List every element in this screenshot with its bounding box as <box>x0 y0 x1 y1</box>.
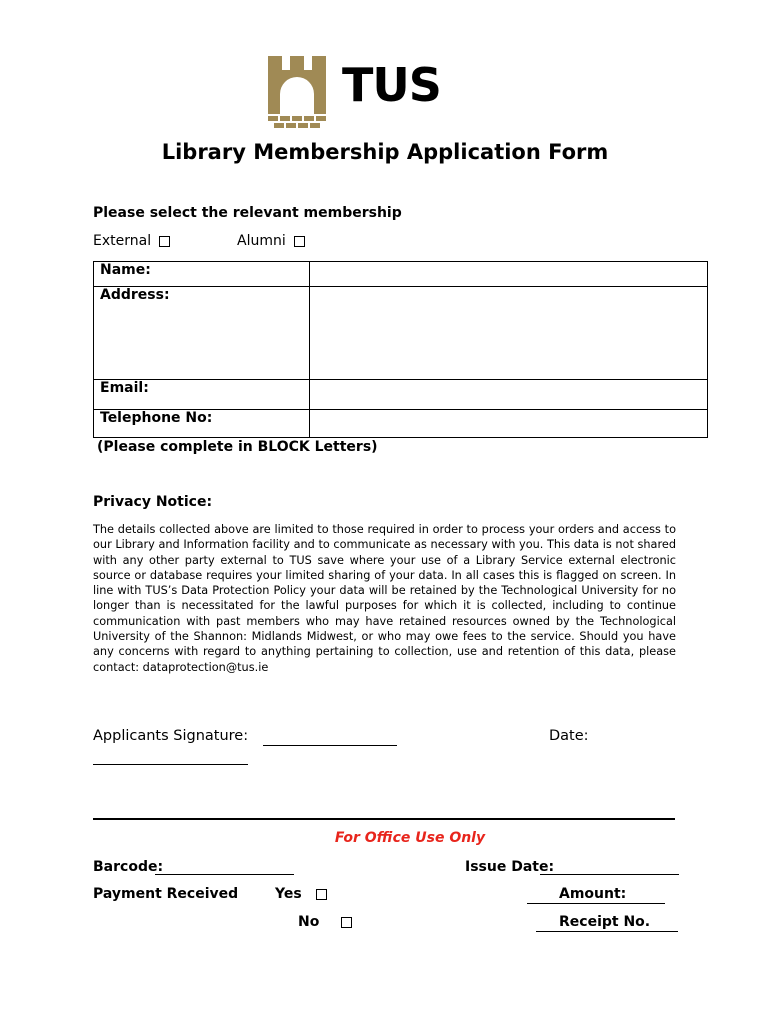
issue-date-line[interactable] <box>540 874 679 875</box>
office-divider <box>93 818 675 820</box>
no-checkbox[interactable] <box>341 917 352 928</box>
amount-line[interactable] <box>527 903 665 904</box>
date-line[interactable] <box>93 764 248 765</box>
privacy-notice-text: The details collected above are limited to those required in order to process your orders and access to our Library and Information facility and to communicate as necessary with you. This data is not shared with any other party external to TUS save where your use of a Library Service external electronic source or database requires your limited sharing of your data. In all cases this is flagged on screen. In line with TUS’s Data Protection Policy your data will be retained by the Technological University for no longer than is necessitated for the lawful purposes for which it is collected, including to continue communication with past members who may have retained resources owned by the Technological University of the Shannon: Midlands Midwest, or who may owe fees to the service. Should you have any concerns with regard to anything pertaining to collection, use and retention of this data, please contact: dataprotection@tus.ie <box>93 523 676 674</box>
date-label: Date: <box>549 728 589 744</box>
external-label: External <box>93 233 152 249</box>
address-field[interactable] <box>310 287 708 380</box>
alumni-checkbox[interactable] <box>294 236 305 247</box>
alumni-label: Alumni <box>237 233 286 249</box>
yes-checkbox[interactable] <box>316 889 327 900</box>
block-letters-note: (Please complete in BLOCK Letters) <box>97 439 378 455</box>
payment-no-option[interactable] <box>298 914 352 930</box>
receipt-no-label: Receipt No. <box>559 914 651 930</box>
barcode-line[interactable] <box>155 874 294 875</box>
email-field[interactable] <box>310 380 708 410</box>
telephone-field[interactable] <box>310 410 708 438</box>
form-title: Library Membership Application Form <box>161 140 609 164</box>
address-label: Address: <box>94 287 310 380</box>
name-label: Name: <box>94 262 310 287</box>
details-table <box>93 261 708 438</box>
yes-label: Yes <box>275 886 302 902</box>
external-checkbox[interactable] <box>159 236 170 247</box>
issue-date-label: Issue Date: <box>465 859 555 875</box>
membership-heading: Please select the relevant membership <box>93 205 402 221</box>
telephone-label: Telephone No: <box>94 410 310 438</box>
privacy-heading: Privacy Notice: <box>93 494 213 510</box>
castle-icon <box>268 56 326 128</box>
receipt-line[interactable] <box>536 931 678 932</box>
email-label: Email: <box>94 380 310 410</box>
signature-label: Applicants Signature: <box>93 728 249 744</box>
payment-received-label: Payment Received <box>93 886 239 902</box>
office-use-title: For Office Use Only <box>334 830 486 846</box>
name-field[interactable] <box>310 262 708 287</box>
membership-option-external[interactable] <box>93 233 170 249</box>
amount-label: Amount: <box>559 886 627 902</box>
membership-option-alumni[interactable] <box>237 233 305 249</box>
no-label: No <box>298 914 320 930</box>
logo-text: TUS <box>342 58 441 112</box>
barcode-label: Barcode: <box>93 859 164 875</box>
signature-line[interactable] <box>263 745 397 746</box>
payment-yes-option[interactable] <box>275 886 327 902</box>
